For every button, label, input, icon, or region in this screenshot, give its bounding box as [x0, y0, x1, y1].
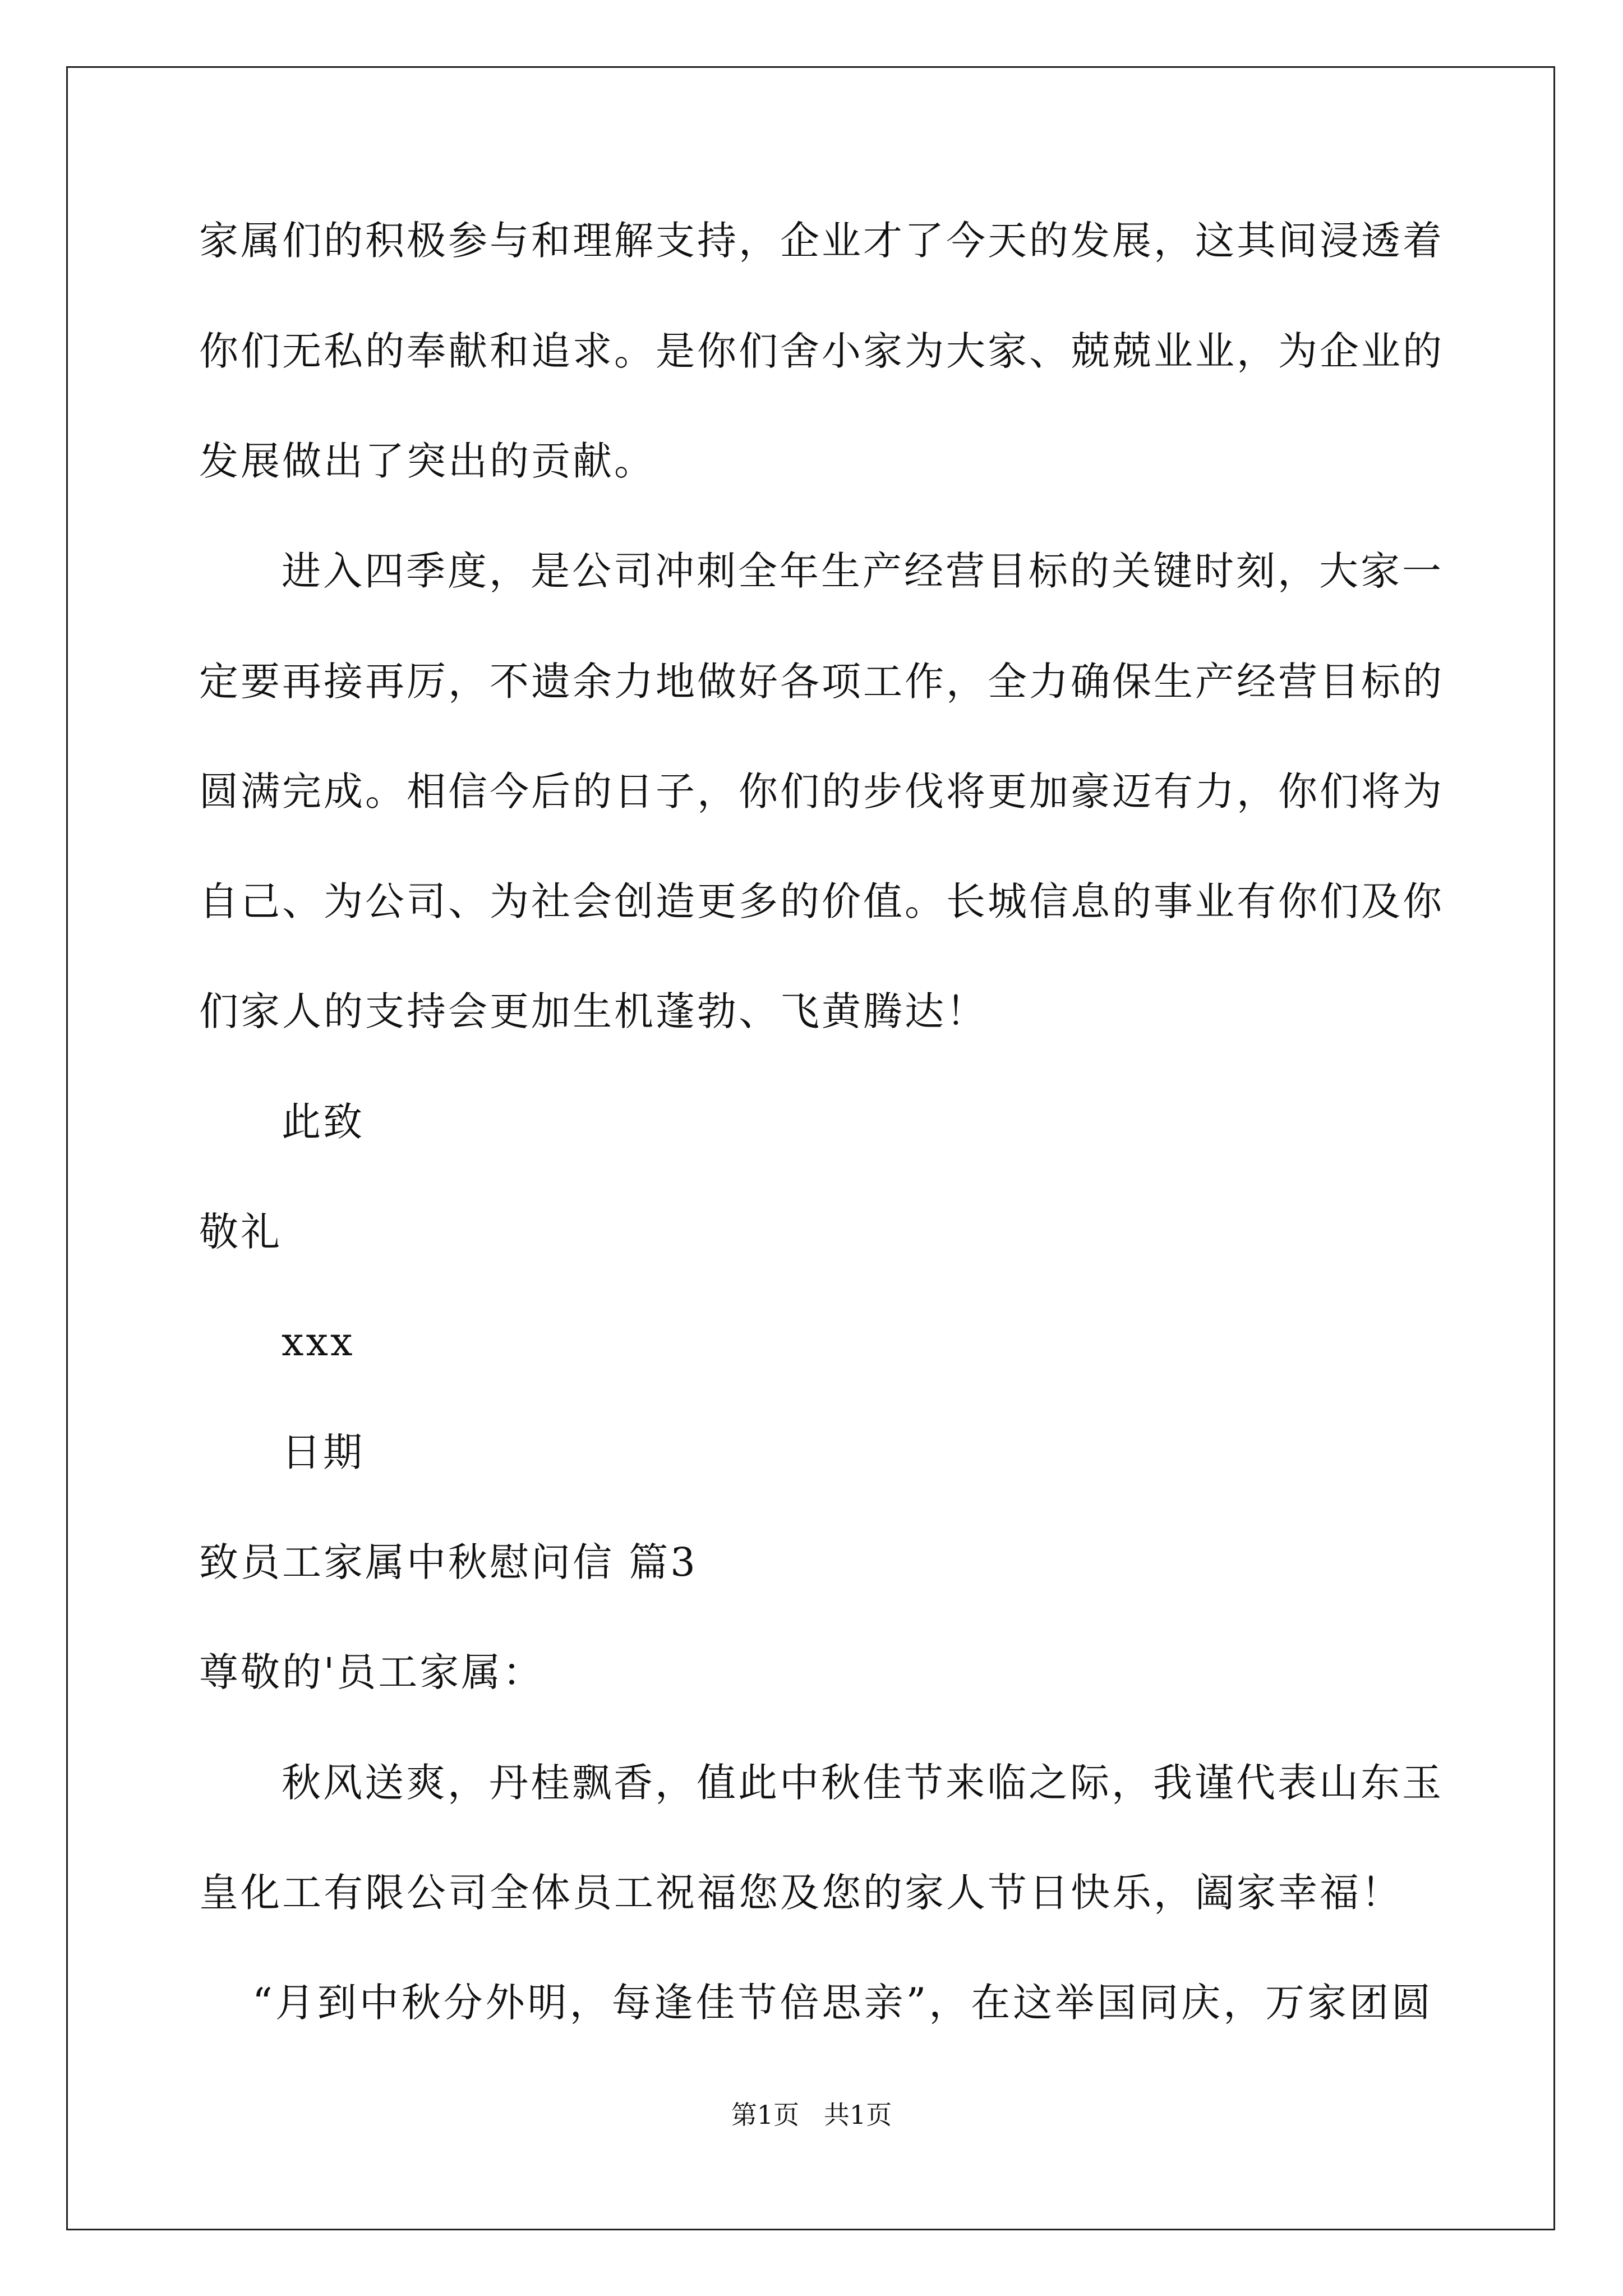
- signature: xxx: [282, 1319, 355, 1365]
- date-line: 日期: [282, 1429, 365, 1475]
- paragraph-line: 们家人的支持会更加生机蓬勃、飞黄腾达！: [199, 988, 988, 1034]
- closing-respect: 敬礼: [199, 1209, 282, 1255]
- paragraph-line: 你们无私的奉献和追求。是你们舍小家为大家、兢兢业业，为企业的: [199, 328, 1444, 374]
- letter-greeting: 尊敬的'员工家属：: [199, 1649, 545, 1695]
- page-footer: 第1页 共1页: [731, 2100, 892, 2130]
- paragraph-line: 皇化工有限公司全体员工祝福您及您的家人节日快乐，阖家幸福！: [199, 1870, 1403, 1916]
- paragraph-line: 进入四季度，是公司冲刺全年生产经营目标的关键时刻，大家一: [282, 548, 1444, 594]
- section-heading: 致员工家属中秋慰问信 篇3: [199, 1539, 698, 1585]
- closing-salutation: 此致: [282, 1099, 365, 1145]
- paragraph-line: 定要再接再厉，不遗余力地做好各项工作，全力确保生产经营目标的: [199, 659, 1444, 705]
- paragraph-line: 家属们的积极参与和理解支持，企业才了今天的发展，这其间浸透着: [199, 218, 1444, 264]
- paragraph-line: 圆满完成。相信今后的日子，你们的步伐将更加豪迈有力，你们将为: [199, 769, 1444, 815]
- paragraph-line: 发展做出了突出的贡献。: [199, 438, 656, 484]
- paragraph-line: 自己、为公司、为社会创造更多的价值。长城信息的事业有你们及你: [199, 878, 1444, 924]
- paragraph-line: “月到中秋分外明，每逢佳节倍思亲”，在这举国同庆，万家团圆: [252, 1980, 1433, 2026]
- paragraph-line: 秋风送爽，丹桂飘香，值此中秋佳节来临之际，我谨代表山东玉: [282, 1760, 1444, 1806]
